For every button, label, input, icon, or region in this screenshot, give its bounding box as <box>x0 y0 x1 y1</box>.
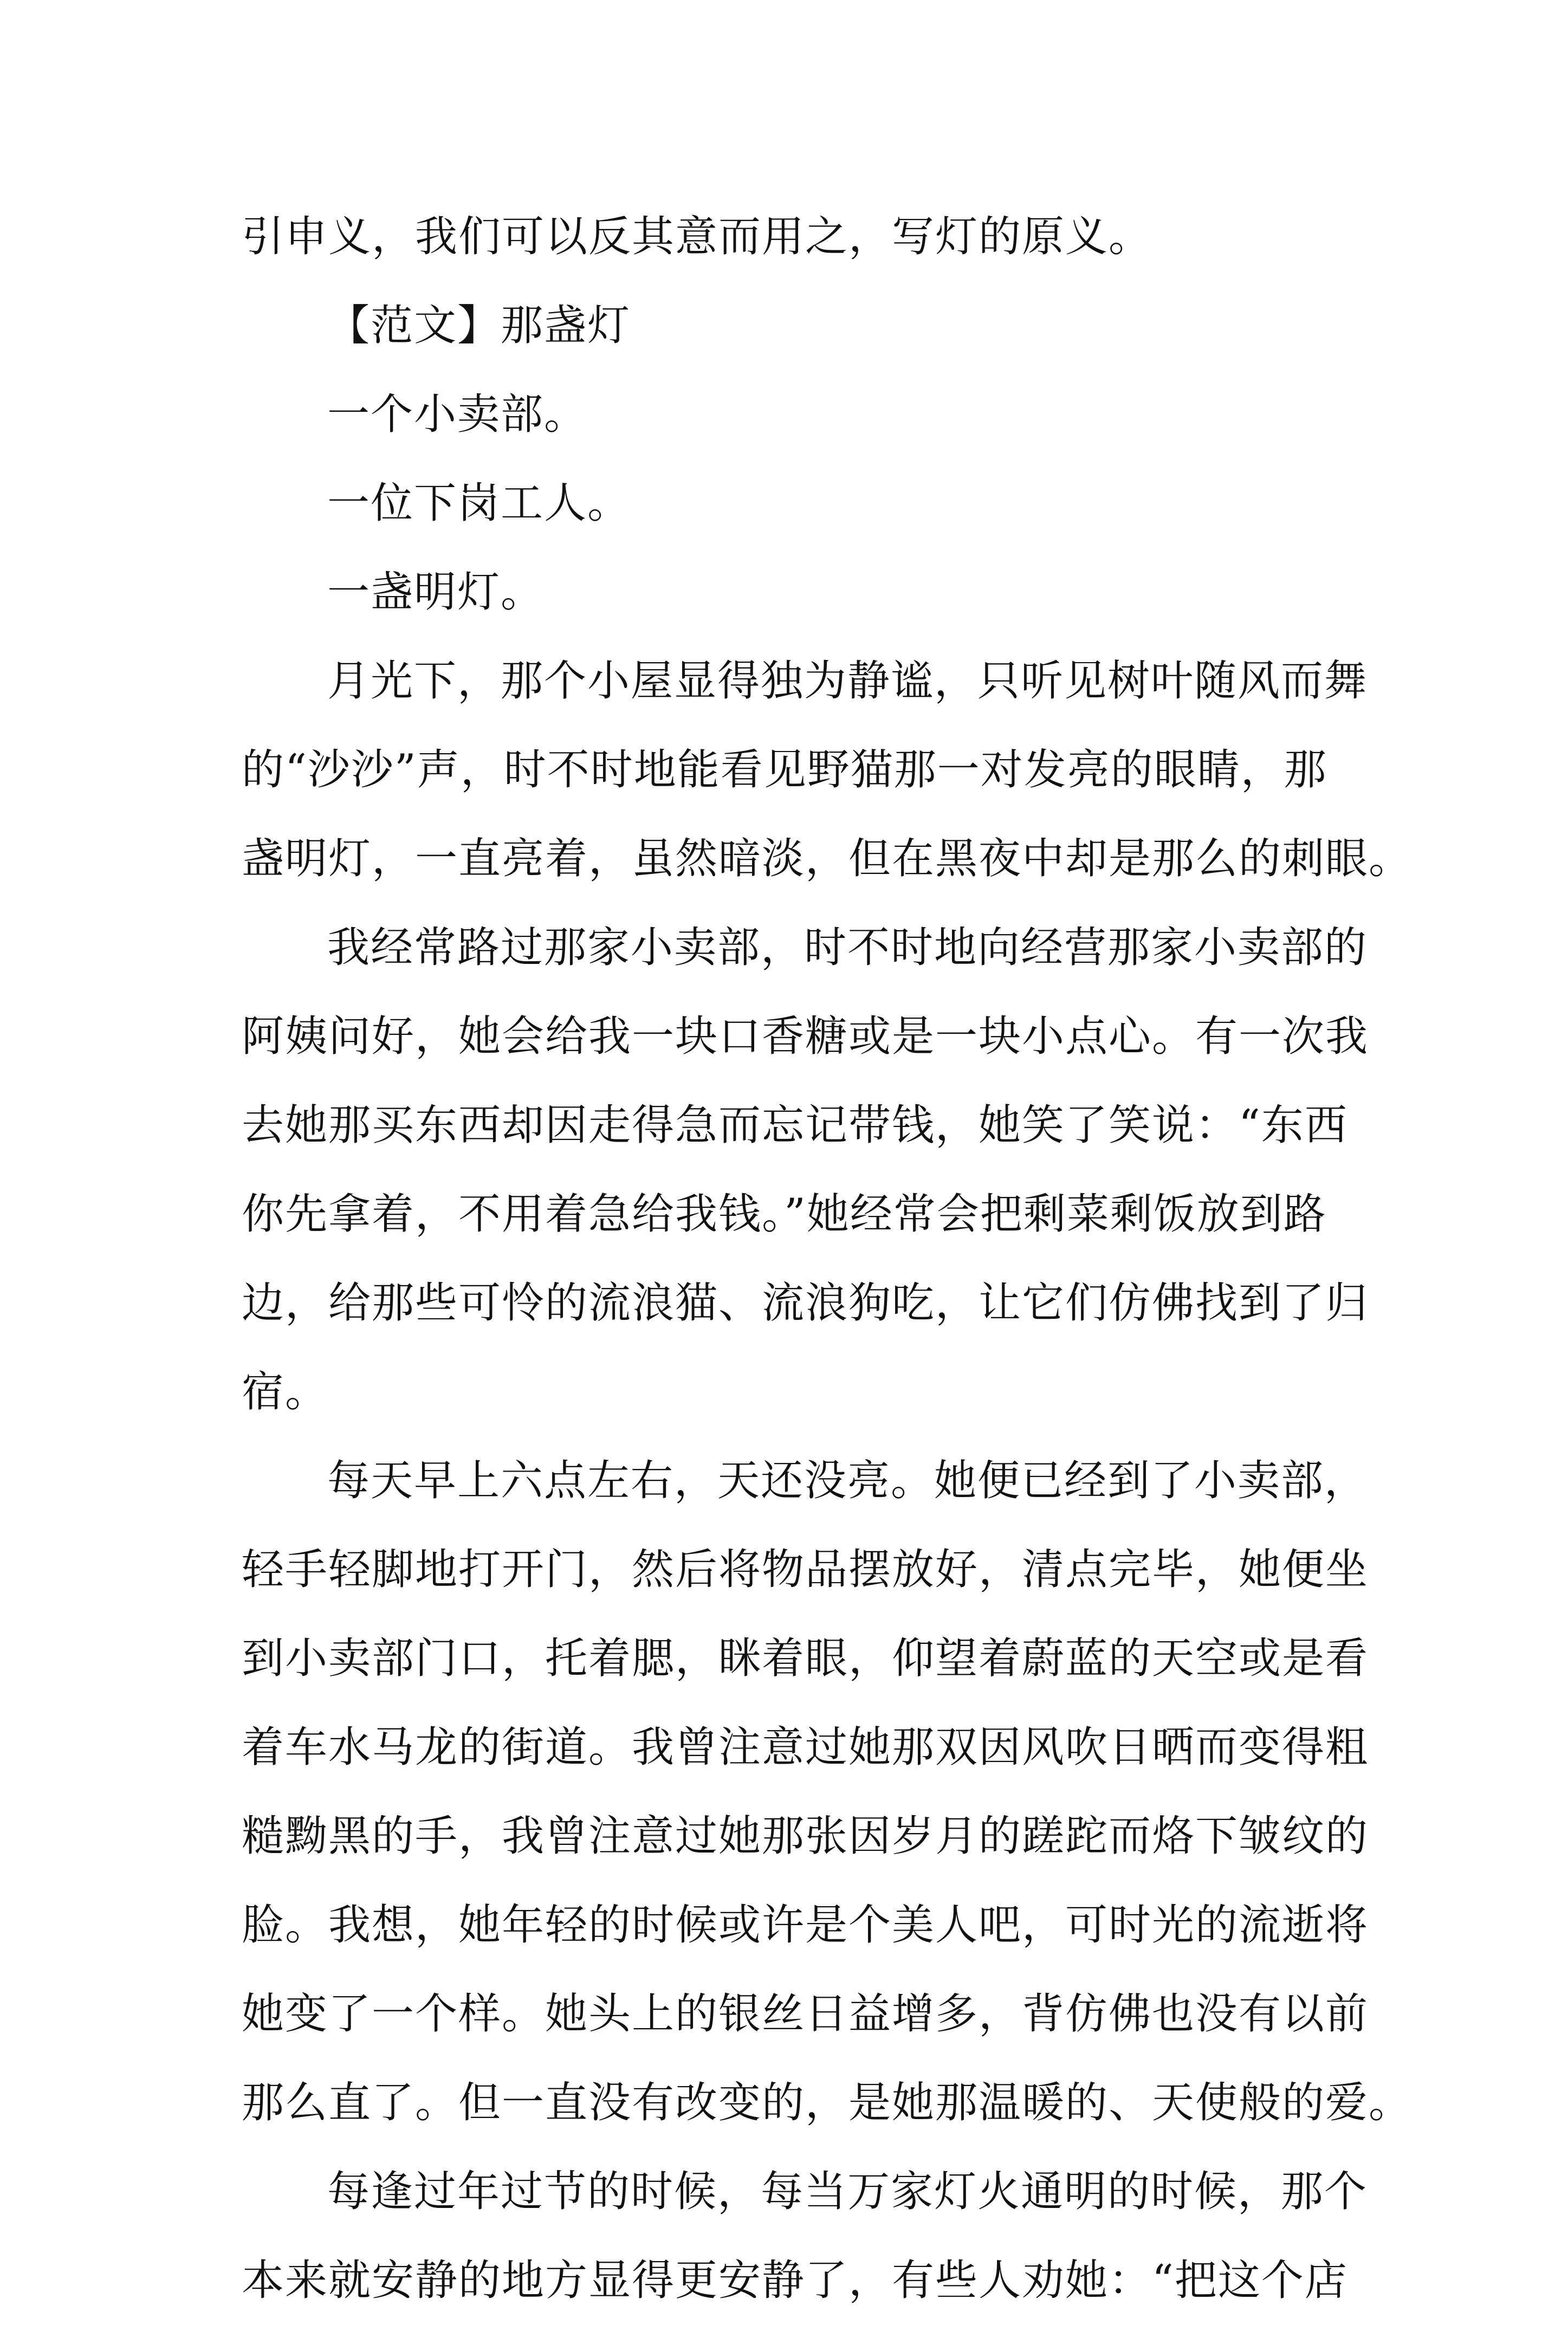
text-line: 盏明灯，一直亮着，虽然暗淡，但在黑夜中却是那么的刺眼。 <box>242 834 1413 883</box>
essay-heading: 【范文】那盏灯 <box>327 301 631 350</box>
text-line: 她变了一个样。她头上的银丝日益增多，背仿佛也没有以前 <box>242 1990 1369 2038</box>
text-line: 去她那买东西却因走得急而忘记带钱，她笑了笑说：“东西 <box>242 1101 1348 1150</box>
text-line: 本来就安静的地方显得更安静了，有些人劝她：“把这个店 <box>242 2256 1348 2305</box>
text-line: 到小卖部门口，托着腮，眯着眼，仰望着蔚蓝的天空或是看 <box>242 1634 1369 1683</box>
text-line: 一位下岗工人。 <box>327 479 631 528</box>
text-line: 每逢过年过节的时候，每当万家灯火通明的时候，那个 <box>327 2167 1368 2216</box>
text-line: 一个小卖部。 <box>327 390 588 439</box>
text-line: 宿。 <box>242 1368 329 1416</box>
text-line: 每天早上六点左右，天还没亮。她便已经到了小卖部， <box>327 1456 1368 1505</box>
text-line: 糙黝黑的手，我曾注意过她那张因岁月的蹉跎而烙下皱纹的 <box>242 1812 1369 1861</box>
text-line: 你先拿着，不用着急给我钱。”她经常会把剩菜剩饭放到路 <box>242 1190 1327 1239</box>
text-line: 月光下，那个小屋显得独为静谧，只听见树叶随风而舞 <box>327 657 1368 705</box>
text-line: 阿姨问好，她会给我一块口香糖或是一块小点心。有一次我 <box>242 1012 1369 1061</box>
text-line: 脸。我想，她年轻的时候或许是个美人吧，可时光的流逝将 <box>242 1901 1369 1950</box>
text-line: 引申义，我们可以反其意而用之，写灯的原义。 <box>242 212 1152 261</box>
text-line: 着车水马龙的街道。我曾注意过她那双因风吹日晒而变得粗 <box>242 1723 1369 1772</box>
text-line: 那么直了。但一直没有改变的，是她那温暖的、天使般的爱。 <box>242 2078 1413 2127</box>
text-line: 轻手轻脚地打开门，然后将物品摆放好，清点完毕，她便坐 <box>242 1545 1369 1594</box>
text-line: 我经常路过那家小卖部，时不时地向经营那家小卖部的 <box>327 923 1368 972</box>
text-line: 一盏明灯。 <box>327 568 545 617</box>
text-line: 边，给那些可怜的流浪猫、流浪狗吃，让它们仿佛找到了归 <box>242 1279 1369 1327</box>
text-line: 的“沙沙”声，时不时地能看见野猫那一对发亮的眼睛，那 <box>242 746 1327 794</box>
body-text <box>242 192 1413 2325</box>
